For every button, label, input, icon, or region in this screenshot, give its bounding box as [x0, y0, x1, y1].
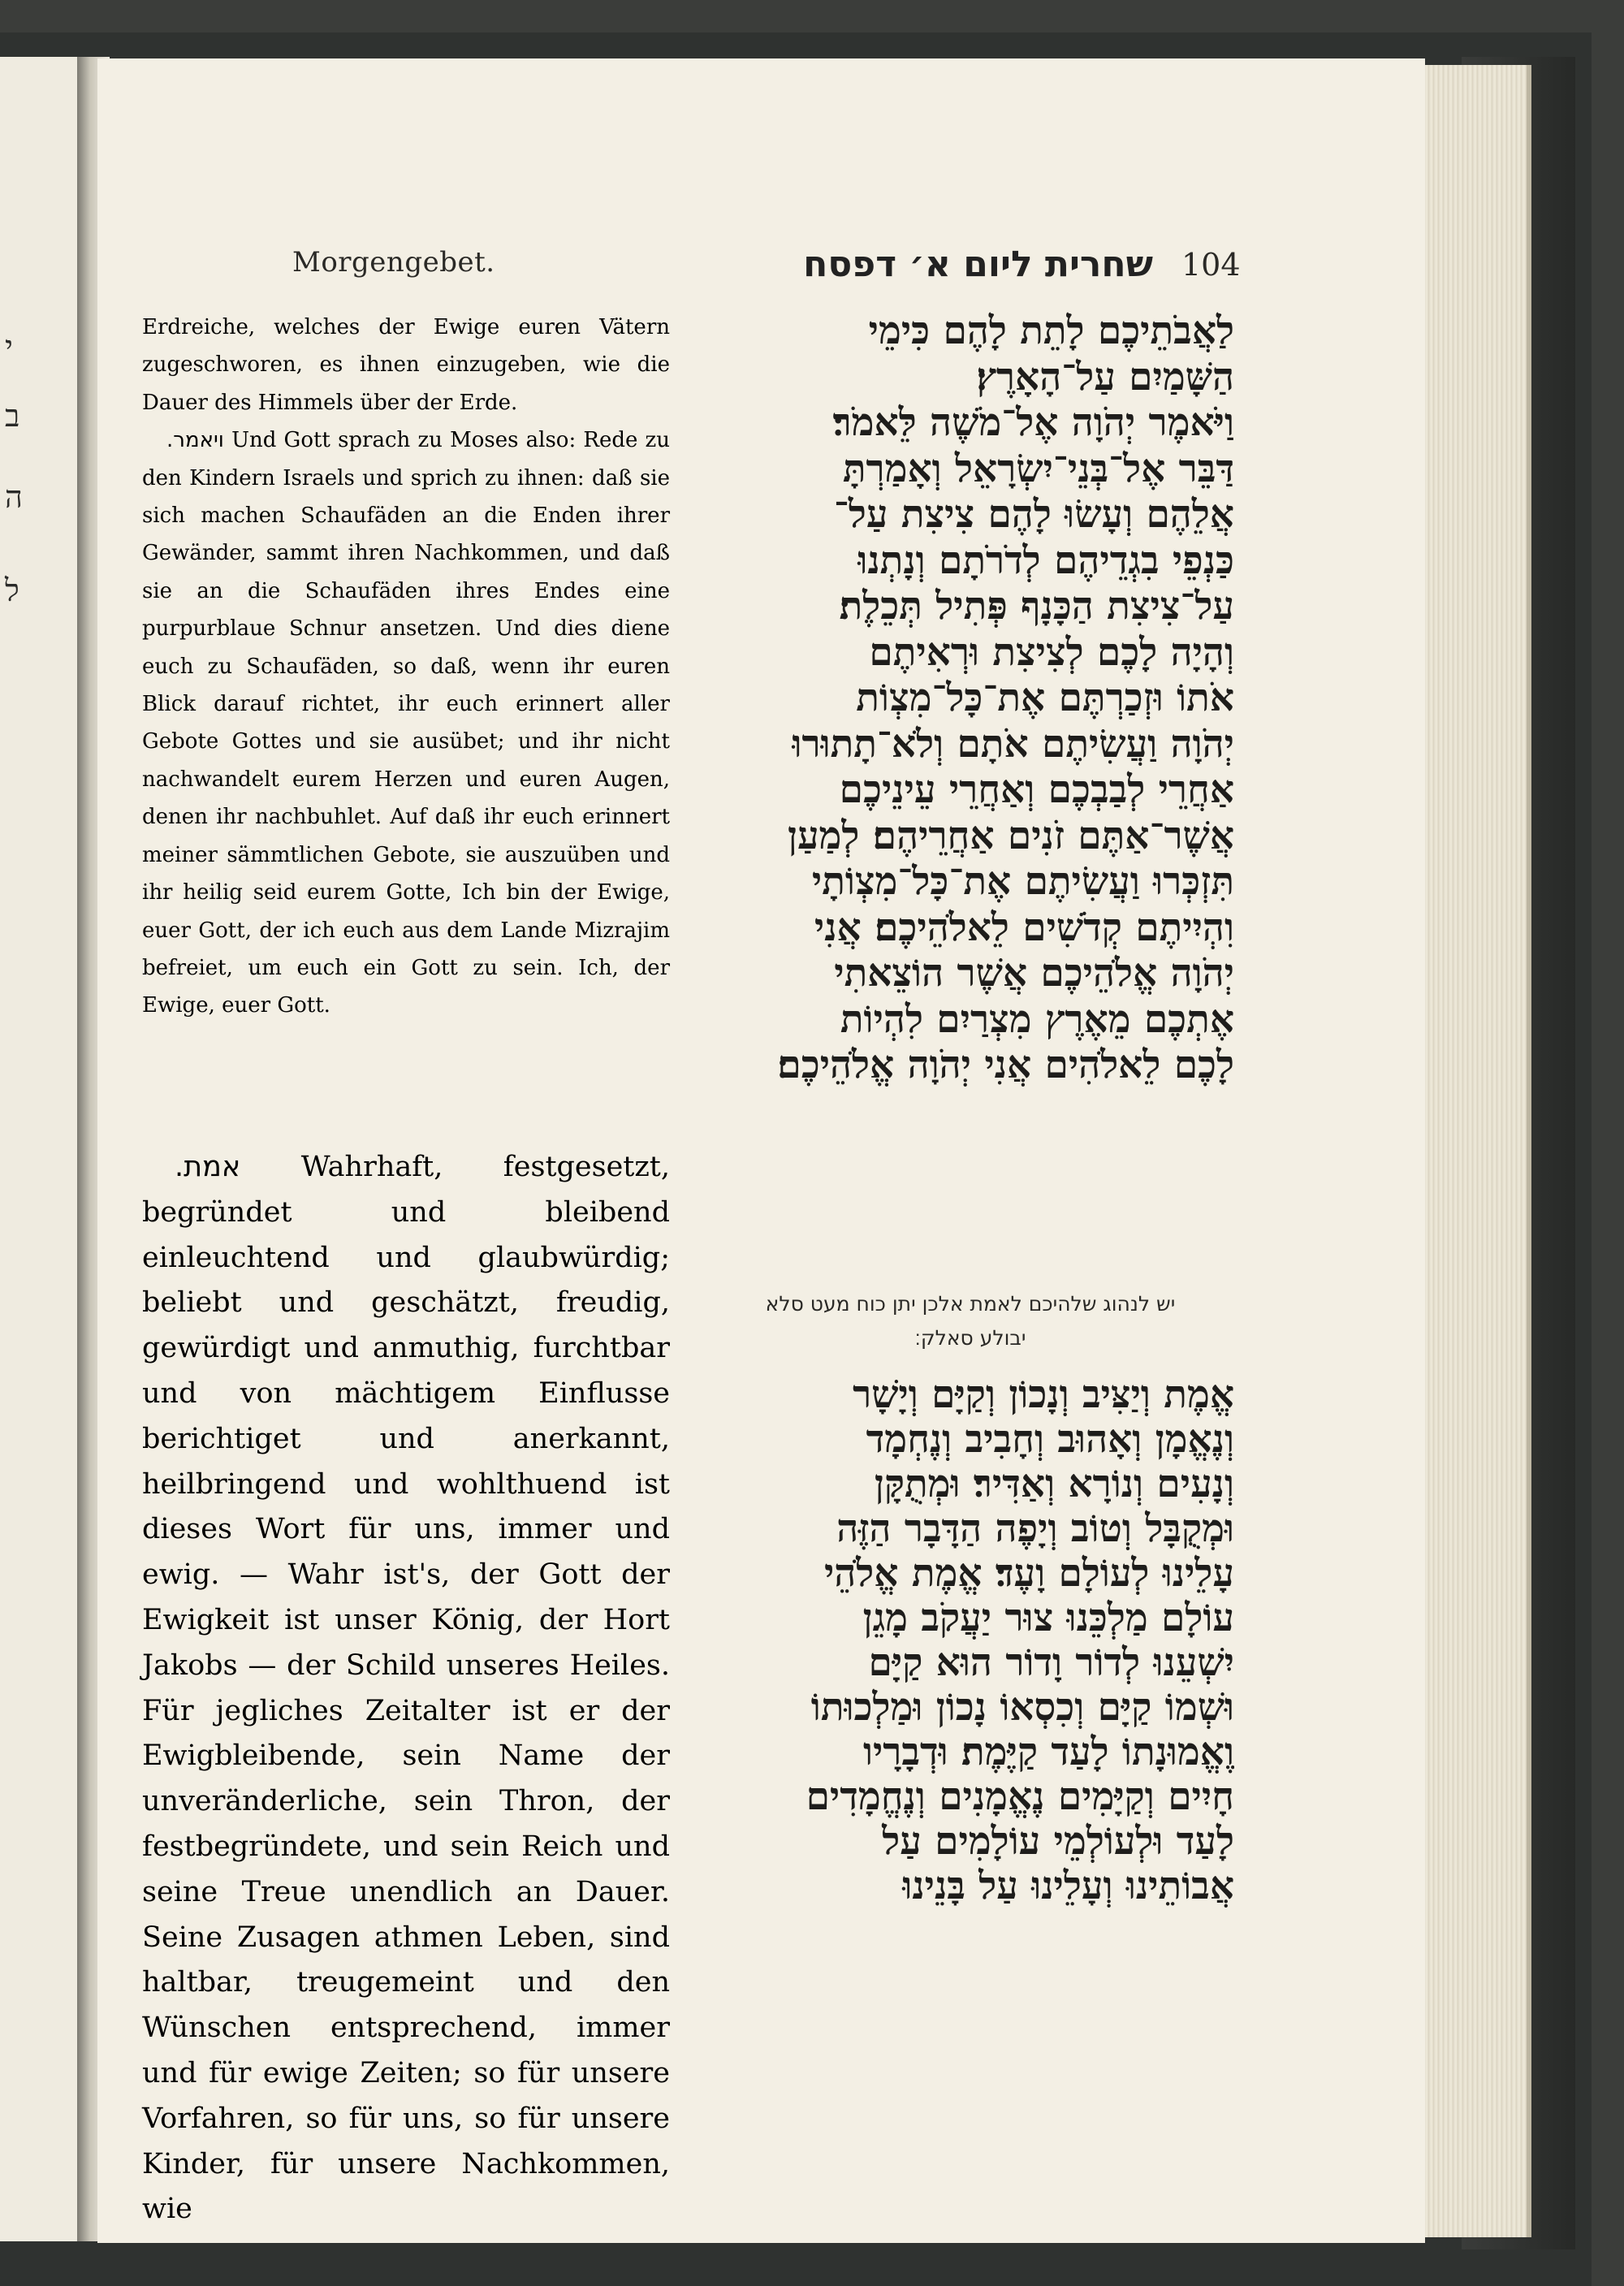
hebrew-line: עוֹלָם מַלְכֵּנוּ צוּר יַעֲקֹב מָגֵן [862, 1596, 1234, 1640]
hebrew-note [706, 1287, 1234, 1355]
hebrew-line: אֹתוֹ וּזְכַרְתֶּם אֶת־כָּל־מִצְוֹת [856, 676, 1234, 720]
hebrew-incipit: אמת. [175, 1151, 241, 1183]
hebrew-line: יְהֹוָה וַעֲשִׂיתֶם אֹתָם וְלֹא־תָתוּרוּ [792, 721, 1234, 767]
german-paragraph [142, 1145, 670, 2232]
hebrew-line: וִהְיִיתֶם קְדֹשִׁים לֵאלֹהֵיכֶם׃ אֲנִי [814, 905, 1234, 950]
page-edges [1419, 65, 1531, 2237]
hebrew-line: לַאֲבֹתֵיכֶם לָתֵת לָהֶם כִּימֵי [868, 309, 1234, 353]
hebrew-line: וְנָעִים וְנוֹרָא וְאַדִּיר׃ וּמְתֻקָּן [874, 1462, 1234, 1506]
hebrew-line: וּשְׁמוֹ קַיָּם וְכִסְאוֹ נָכוֹן וּמַלְכוּתוֹ [810, 1685, 1234, 1730]
hebrew-line: וּמְקֻבָּל וְטוֹב וְיָפֶה הַדָּבָר הַזֶּה [836, 1506, 1234, 1551]
hebrew-line: אֶתְכֶם מֵאֶרֶץ מִצְרַיִם לִהְיוֹת [840, 996, 1234, 1042]
hebrew-note-line: יש לנהוג שלהיכם לאמת אלכן יתן כוח מעט סלא [765, 1292, 1176, 1316]
running-head-hebrew: שחרית ליום א׳ דפסח [803, 244, 1153, 285]
german-paragraph: Erdreiche, welches der Ewige euren Vätern zugeschworen, es ihnen einzugeben, wie die Dauer des Himmels über der Erde. [142, 315, 670, 415]
running-head-german: Morgengebet. [292, 246, 495, 279]
left-page-glyph: י [5, 329, 13, 365]
hebrew-line: דַּבֵּר אֶל־בְּנֵי־יִשְׂרָאֵל וְאָמַרְתָּ [842, 446, 1234, 491]
hebrew-line: כַּנְפֵי בִגְדֵיהֶם לְדֹרֹתָם וְנָתְנוּ [857, 538, 1234, 583]
left-page-glyph: ב [5, 398, 20, 434]
hebrew-line: אַחֲרֵי לְבַבְכֶם וְאַחֲרֵי עֵינֵיכֶם [839, 767, 1234, 812]
page-number: 104 [1181, 247, 1241, 283]
hebrew-line: אֱמֶת וְיַצִּיב וְנָכוֹן וְקַיָּם וְיָשָׁר [853, 1372, 1234, 1417]
left-page-glyph: ה [5, 479, 23, 515]
hebrew-line: תִּזְכְּרוּ וַעֲשִׂיתֶם אֶת־כָּל־מִצְוֹתָי [811, 859, 1234, 904]
hebrew-line: יְהֹוָה אֱלֹהֵיכֶם אֲשֶׁר הוֹצֵאתִי [834, 951, 1234, 996]
hebrew-line: לָכֶם לֵאלֹהִים אֲנִי יְהֹוָה אֱלֹהֵיכֶם׃ [777, 1043, 1234, 1087]
german-small-text [142, 309, 670, 1025]
hebrew-text-block-1 [706, 309, 1234, 1089]
german-large-text [142, 1145, 670, 2232]
hebrew-line: אֲשֶׁר־אַתֶּם זֹנִים אַחֲרֵיהֶם׃ לְמַעַן [787, 813, 1234, 858]
left-page-edge [0, 57, 79, 2241]
hebrew-line: עַל־צִיצִת הַכָּנָף פְּתִיל תְּכֵלֶת׃ [839, 584, 1234, 629]
hebrew-line: וַיֹּאמֶר יְהֹוָה אֶל־מֹשֶׁה לֵּאמֹר׃ [832, 400, 1234, 445]
hebrew-note-line: יבולע סאלק׃ [914, 1326, 1026, 1350]
german-paragraph [142, 421, 670, 1025]
german-paragraph-text: Wahrhaft, festgesetzt, begründet und bleibend einleuchtend und glaubwürdig; beliebt und geschätzt, freudig, gewürdigt und anmuthig, furchtbar und von mächtigem Einflusse berichtiget und anerkannt, heilbringend und wohlthuend ist dieses Wort für uns, immer und ewig. — Wahr ist's, der Gott der Ewigkeit ist unser König, der Hort Jakobs — der Schild unseres Heiles. Für jegliches Zeitalter ist er der Ewigbleibende, sein Name der unveränderliche, sein Thron, der festbegründete, und sein Reich und seine Treue unendlich an Dauer. Seine Zusagen athmen Leben, sind haltbar, treugemeint und den Wünschen entsprechend, immer und für ewige Zeiten; so für unsere Vorfahren, so für uns, so für unsere Kinder, für unsere Nachkommen, wie [142, 1151, 670, 2226]
hebrew-line: לָעַד וּלְעוֹלְמֵי עוֹלָמִים עַל [882, 1819, 1234, 1864]
hebrew-line: וֶאֱמוּנָתוֹ לָעַד קַיֶּמֶת׃ וּדְבָרָיו [862, 1730, 1234, 1774]
hebrew-line: אֲבוֹתֵינוּ וְעָלֵינוּ עַל בָּנֵינוּ [902, 1864, 1234, 1908]
hebrew-line: וְהָיָה לָכֶם לְצִיצִת וּרְאִיתֶם [869, 629, 1234, 675]
left-page-glyph: ל [5, 573, 19, 608]
german-paragraph-text: Und Gott sprach zu Moses also: Rede zu den Kindern Israels und sprich zu ihnen: daß sie sich machen Schaufäden an die Enden ihrer Gewänder, sammt ihren Nachkommen, und daß sie an die Schaufäden ihres Endes eine purpurblaue Schnur ansetzen. Und dies diene euch zu Schaufäden, so daß, wenn ihr euren Blick darauf richtet, ihr euch erinnert aller Gebote Gottes und sie ausübet; und ihr nicht nachwandelt eurem Herzen und euren Augen, denen ihr nachbuhlet. Auf daß ihr euch erinnert meiner sämmtlichen Gebote, sie auszuüben und ihr heilig seid eurem Gotte, Ich bin der Ewige, euer Gott, der ich euch aus dem Lande Mizrajim befreiet, um euch ein Gott zu sein. Ich, der Ewige, euer Gott. [142, 428, 670, 1018]
hebrew-line: עָלֵינוּ לְעוֹלָם וָעֶד׃ אֱמֶת אֱלֹהֵי [823, 1551, 1234, 1596]
hebrew-line: וְנֶאֱמָן וְאָהוּב וְחָבִיב וְנֶחְמָד [866, 1417, 1234, 1462]
hebrew-incipit: ויאמר. [166, 428, 224, 453]
hebrew-text-block-2 [706, 1372, 1234, 1908]
hebrew-line: חָיִים וְקַיָּמִים נֶאֱמָנִים וְנֶחֱמָדִים [806, 1774, 1234, 1819]
hebrew-line: יִשְׁעֵנוּ לְדוֹר וָדוֹר הוּא קַיָּם [868, 1640, 1234, 1685]
hebrew-line: אֲלֵהֶם וְעָשׂוּ לָהֶם צִיצִת עַל־ [833, 492, 1234, 537]
hebrew-line: הַשָּׁמַיִם עַל־הָאָרֶץ׃ [976, 354, 1234, 400]
